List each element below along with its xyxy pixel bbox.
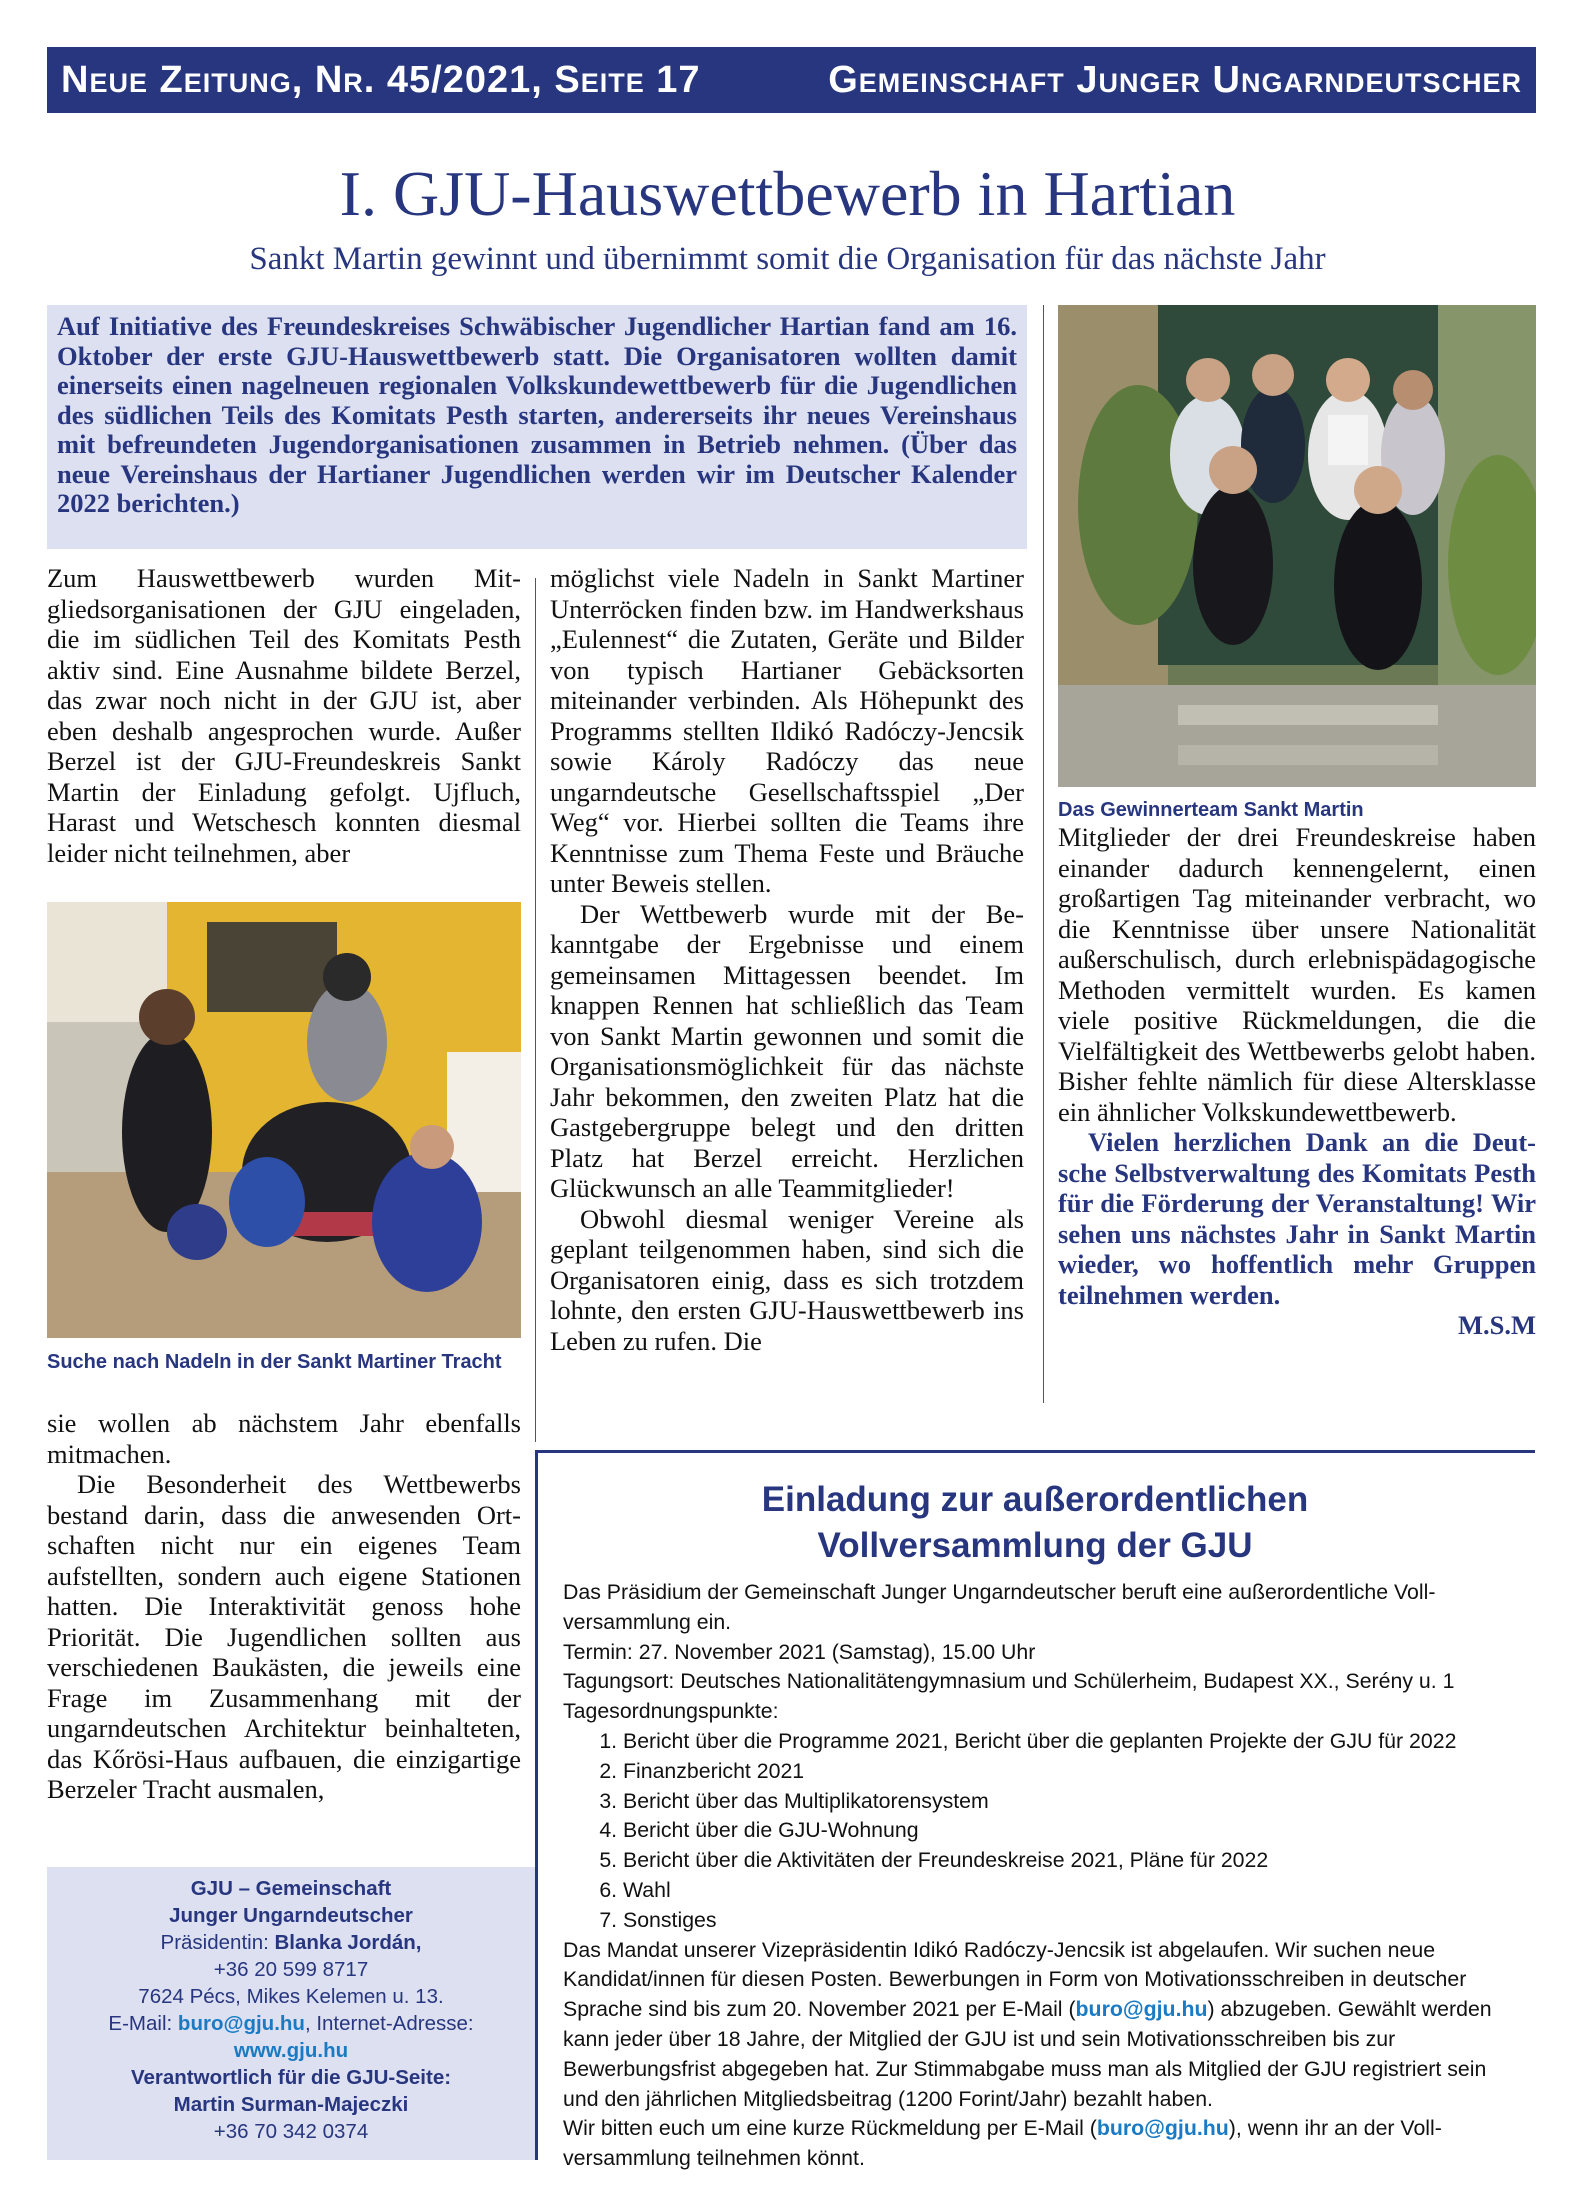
column-1-bottom [47,1408,521,1805]
invitation-title-line: Vollversammlung der GJU [817,1526,1253,1565]
phone: +36 20 599 8717 [213,1958,369,1981]
column-divider [1043,305,1044,1403]
column-3 [1058,822,1536,1341]
responsible-name: Martin Surman-Majeczki [173,2093,409,2116]
header-section: Gemeinschaft Junger Ungarndeutscher [828,58,1522,101]
column-divider [535,578,536,1442]
article-subtitle: Sankt Martin gewinnt und übernimmt somit die Organisation für das nächste Jahr [249,241,1326,277]
agenda-item: 4. Bericht über die GJU-Wohnung [623,1816,1521,1846]
paragraph: Obwohl diesmal weniger Vereine als geplant teilgenommen haben, sind sich die Organisatoren einig, dass es sich trotzdem lohnte, den ersten GJU-Hauswettbewerb ins Leben zu rufen. Die [550,1203,1024,1356]
photo-needle-search [47,902,521,1338]
invitation-paragraph [563,2114,1521,2174]
gju-contact-box [47,1867,535,2160]
email-link[interactable]: buro@gju.hu [177,2012,305,2035]
invitation-date: Termin: 27. November 2021 (Samstag), 15.00 Uhr [563,1639,1036,1664]
author-signature: M.S.M [1457,1310,1536,1340]
photo-illustration [47,902,521,1338]
page-header [47,47,1536,113]
president-line [55,1929,527,1956]
paragraph: sie wollen ab nächstem Jahr ebenfalls mitmachen. [47,1408,521,1469]
invitation-title-line: Einladung zur außerordentlichen [761,1480,1309,1519]
article-title: I. GJU-Hauswettbewerb in Hartian [339,158,1236,229]
invitation-body [563,1578,1521,2174]
paragraph: Die Besonderheit des Wettbewerbs bestand darin, dass die anwesenden Ortschaften nicht nur ein eigenes Team aufstellten, sondern auch eigene Stationen hatten. Die Interaktivität genoss hohe Priorität. Die Jugendlichen sollten aus verschiedenen Baukästen, die jeweils eine Frage im Zusammenhang mit der ungarndeutschen Architektur beinhalteten, das Kőrösi-Haus aufbauen, die einzigartige Berzeler Tracht ausmalen, [47,1469,521,1804]
agenda-item: 2. Finanzbericht 2021 [623,1757,1521,1787]
column-2 [550,563,1024,1356]
photo-illustration [1058,305,1536,787]
header-issue: Neue Zeitung, Nr. 45/2021, Seite 17 [61,58,701,101]
org-name: GJU – Gemeinschaft [190,1877,392,1900]
president-label: Präsidentin: [160,1931,269,1954]
address: 7624 Pécs, Mikes Kelemen u. 13. [138,1985,444,2008]
agenda-item: 6. Wahl [623,1876,1521,1906]
text-segment: ) abzugeben. Gewählt werden kann jeder über 18 Jahre, der Mitglied der GJU ist und sein Motivationsschreiben bis zur Bewerbungsfrist abgegeben hat. Zur Stimmabgabe muss man als Mitglied der GJU registriert sein und den jährlichen Mitgliedsbeitrag (1200 Forint/Jahr) bezahlt haben. [563,1997,1492,2111]
agenda-item: 5. Bericht über die Aktivitäten der Freundeskreise 2021, Pläne für 2022 [623,1846,1521,1876]
email-label: E-Mail: [108,2012,173,2035]
paragraph: möglichst viele Nadeln in Sankt Martiner Unterröcken finden bzw. im Handwerkshaus „Eulennest“ die Zutaten, Geräte und Bilder von typisch Hartianer Gebäcksorten miteinander verbinden. Als Höhepunkt des Programms stellten Ildikó Radóczy-Jencsik sowie Károly Radóczy das neue ungarndeutsche Gesellschaftsspiel „Der Weg“ vor. Hierbei sollten die Teams ihre Kenntnisse zum Thema Feste und Bräuche unter Beweis stellen. [550,563,1024,898]
thanks-paragraph: Vielen herzlichen Dank an die Deutsche Selbstverwaltung des Komitats Pesth für die Förderung der Veranstaltung! Wir sehen uns nächstes Jahr in Sankt Martin wieder, wo hoffentlich mehr Gruppen teilnehmen werden. [1058,1127,1536,1310]
agenda-label: Tagesordnungspunkte: [563,1699,779,1724]
section-rule [535,1450,1535,1453]
org-name: Junger Ungarndeutscher [169,1904,413,1927]
paragraph: Mitglieder der drei Freundeskreise haben einander dadurch kennengelernt, einen großartigen Tag miteinander verbracht, wo die Kenntnisse über unsere Nationalität außerschulisch, durch erlebnispädagogische Methoden vermittelt wurden. Es kamen viele positive Rückmeldungen, die die Vielfältigkeit des Wettbewerbs gelobt haben. Bisher fehlte nämlich für diese Altersklasse ein ähnlicher Volkskundewettbewerb. [1058,822,1536,1127]
agenda-item: 3. Bericht über das Multiplikatorensystem [623,1787,1521,1817]
text-segment: Wir bitten euch um eine kurze Rückmeldung per E-Mail ( [563,2116,1097,2141]
column-1-top [47,563,521,868]
paragraph: Zum Hauswettbewerb wurden Mitgliedsorganisationen der GJU eingeladen, die im südlichen Teil des Komitats Pesth aktiv sind. Eine Ausnahme bildete Berzel, das zwar noch nicht in der GJU ist, aber eben deshalb angesprochen wurde. Außer Berzel ist der GJU-Freundeskreis Sankt Martin der Einladung gefolgt. Ujfluch, Harast und Wetschesch konnten diesmal leider nicht teilnehmen, aber [47,563,521,868]
photo-caption: Das Gewinnerteam Sankt Martin [1058,799,1364,821]
email-link[interactable]: buro@gju.hu [1075,1997,1208,2022]
phone: +36 70 342 0374 [213,2120,369,2143]
invitation-title [535,1477,1535,1569]
website-link[interactable]: www.gju.hu [233,2039,349,2062]
photo-caption: Suche nach Nadeln in der Sankt Martiner Tracht [47,1351,502,1373]
text-segment: Das Mandat unserer Vizepräsidentin Idikó Radóczy-Jencsik ist abgelaufen. Wir suchen neue Kandidat/innen für diesen Posten. Bewerbungen in Form von Motivationsschreiben in deutscher Sprache sind bis zum 20. November 2021 per E-Mail ( [563,1937,1467,2022]
email-link[interactable]: buro@gju.hu [1096,2116,1229,2141]
agenda-item: 7. Sonstiges [623,1906,1521,1936]
responsible-label: Verantwortlich für die GJU-Seite: [130,2066,452,2089]
article-lead: Auf Initiative des Freundeskreises Schwäbischer Jugendlicher Hartian fand am 16. Oktober der erste GJU-Hauswettbewerb statt. Die Organisatoren wollten damit einerseits einen nagelneuen regionalen Volkskundewettbewerb für die Jugendlichen des südlichen Teils des Komitats Pesth starten, andererseits ihr neues Vereinshaus mit befreundeten Jugendorganisationen zusammen in Betrieb nehmen. (Über das neue Vereinshaus der Hartianer Jugendlichen werden wir im Deutscher Kalender 2022 berichten.) [47,305,1027,549]
invitation-intro: Das Präsidium der Gemeinschaft Junger Ungarndeutscher beruft eine außerordentliche Vollversammlung ein. [563,1580,1436,1634]
president-name: Blanka Jordán, [274,1931,422,1954]
invitation-paragraph [563,1936,1521,2115]
photo-winner-team [1058,305,1536,787]
web-label: , Internet-Adresse: [304,2012,474,2035]
paragraph: Der Wettbewerb wurde mit der Bekanntgabe der Ergebnisse und einem gemeinsamen Mittagessen beendet. Im knappen Rennen hat schließlich das Team von Sankt Martin gewonnen und somit die Organisationsmöglichkeit für das nächste Jahr bekommen, den zweiten Platz hat die Gastgebergruppe belegt und den dritten Platz hat Berzel erreicht. Herzlichen Glückwunsch an alle Teammitglieder! [550,898,1024,1203]
invitation-venue: Tagungsort: Deutsches Nationalitätengymnasium und Schülerheim, Budapest XX., Serény u. 1 [563,1669,1455,1694]
email-line [55,2010,527,2037]
agenda-item: 1. Bericht über die Programme 2021, Bericht über die geplanten Projekte der GJU für 2022 [623,1727,1521,1757]
agenda-list [563,1727,1521,1936]
text-segment: ), wenn ihr an der Vollversammlung teilnehmen könnt. [563,2116,1442,2171]
